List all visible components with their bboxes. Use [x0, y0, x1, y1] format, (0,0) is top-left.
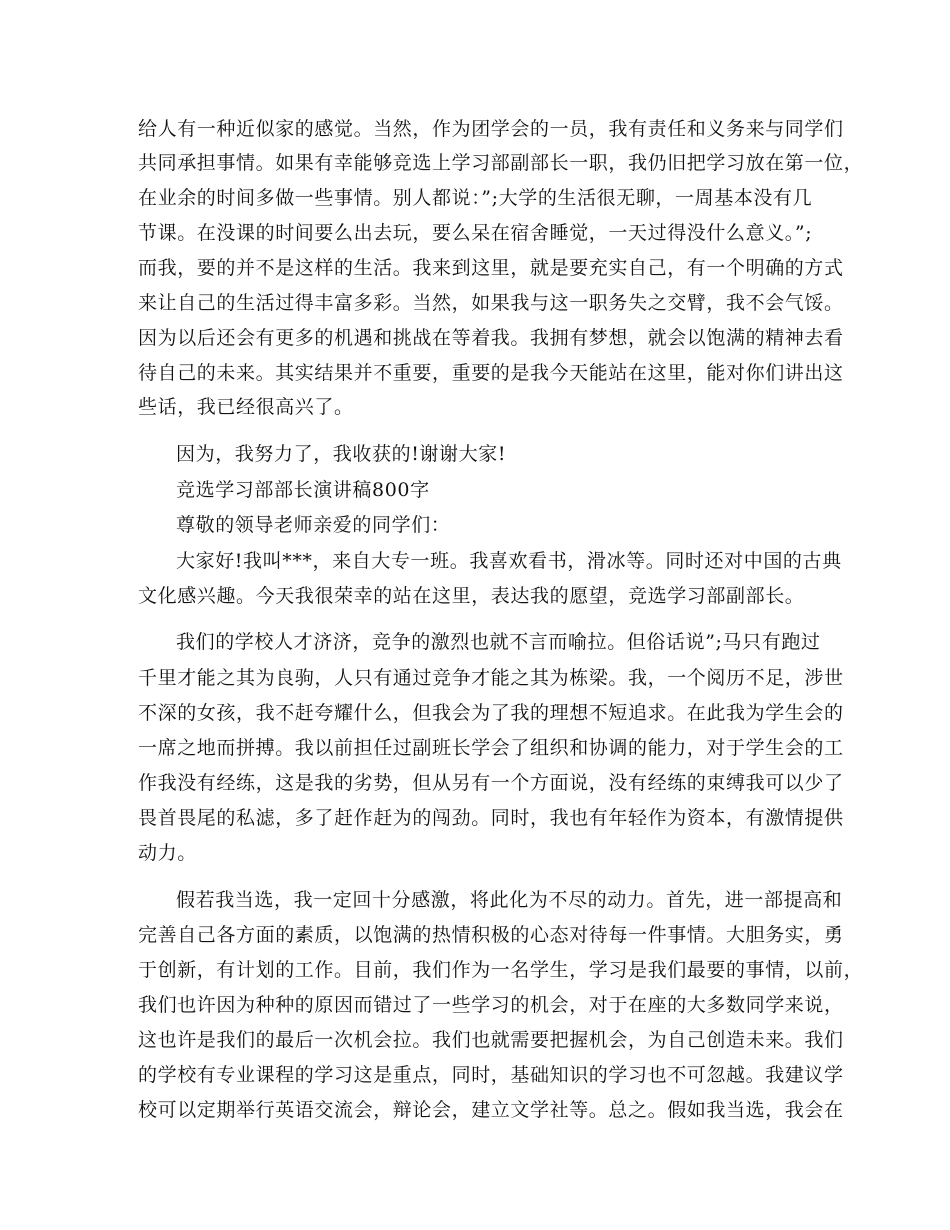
text-line: 给人有一种近似家的感觉。当然，作为团学会的一员，我有责任和义务来与同学们 — [138, 118, 844, 140]
text-line: 共同承担事情。如果有幸能够竞选上学习部副部长一职，我仍旧把学习放在第一位， — [138, 152, 864, 174]
paragraph-line: 假若我当选，我一定回十分感激，将此化为不尽的动力。首先，进一部提高和 — [176, 889, 843, 911]
text-line: 不深的女孩，我不赶夸耀什么，但我会为了我的理想不短追求。在此我为学生会的 — [138, 702, 844, 724]
text-line: 于创新，有计划的工作。目前，我们作为一名学生，学习是我们最要的事情，以前， — [138, 959, 864, 981]
text-line: 来让自己的生活过得丰富多彩。当然，如果我与这一职务失之交臂，我不会气馁。 — [138, 292, 844, 314]
text-line: 完善自己各方面的素质，以饱满的热情积极的心态对待每一件事情。大胆务实，勇 — [138, 924, 844, 946]
section-heading: 竞选学习部部长演讲稿800字 — [176, 479, 430, 501]
text-line: 些话，我已经很高兴了。 — [138, 396, 354, 418]
text-line: 节课。在没课的时间要么出去玩，要么呆在宿舍睡觉，一天过得没什么意义。”; — [138, 222, 813, 244]
paragraph-line: 因为，我努力了，我收获的!谢谢大家! — [176, 443, 507, 465]
text-line: 动力。 — [138, 842, 197, 864]
salutation: 尊敬的领导老师亲爱的同学们： — [176, 514, 451, 536]
text-line: 在业余的时间多做一些事情。别人都说：”;大学的生活很无聊，一周基本没有几 — [138, 187, 813, 209]
text-line: 校可以定期举行英语交流会，辩论会，建立文学社等。总之。假如我当选，我会在 — [138, 1099, 844, 1121]
text-line: 待自己的未来。其实结果并不重要，重要的是我今天能站在这里，能对你们讲出这 — [138, 362, 844, 384]
text-line: 畏首畏尾的私滤，多了赶作赶为的闯劲。同时，我也有年轻作为资本，有激情提供 — [138, 807, 844, 829]
text-line: 这也许是我们的最后一次机会拉。我们也就需要把握机会，为自己创造未来。我们 — [138, 1029, 844, 1051]
paragraph-line: 我们的学校人才济济，竞争的激烈也就不言而喻拉。但俗话说”;马只有跑过 — [176, 631, 821, 653]
text-line: 我们也许因为种种的原因而错过了一些学习的机会，对于在座的大多数同学来说， — [138, 994, 844, 1016]
text-line: 因为以后还会有更多的机遇和挑战在等着我。我拥有梦想，就会以饱满的精神去看 — [138, 327, 844, 349]
text-line: 而我，要的并不是这样的生活。我来到这里，就是要充实自己，有一个明确的方式 — [138, 257, 844, 279]
text-line: 一席之地而拼搏。我以前担任过副班长学会了组织和协调的能力，对于学生会的工 — [138, 737, 844, 759]
text-line: 千里才能之其为良驹，人只有通过竞争才能之其为栋梁。我，一个阅历不足，涉世 — [138, 667, 844, 689]
paragraph-line: 大家好!我叫***，来自大专一班。我喜欢看书，滑冰等。同时还对中国的古典 — [176, 550, 842, 572]
text-line: 作我没有经练，这是我的劣势，但从另有一个方面说，没有经练的束缚我可以少了 — [138, 772, 844, 794]
text-line: 文化感兴趣。今天我很荣幸的站在这里，表达我的愿望，竞选学习部副部长。 — [138, 585, 805, 607]
text-line: 的学校有专业课程的学习这是重点，同时，基础知识的学习也不可忽越。我建议学 — [138, 1064, 844, 1086]
